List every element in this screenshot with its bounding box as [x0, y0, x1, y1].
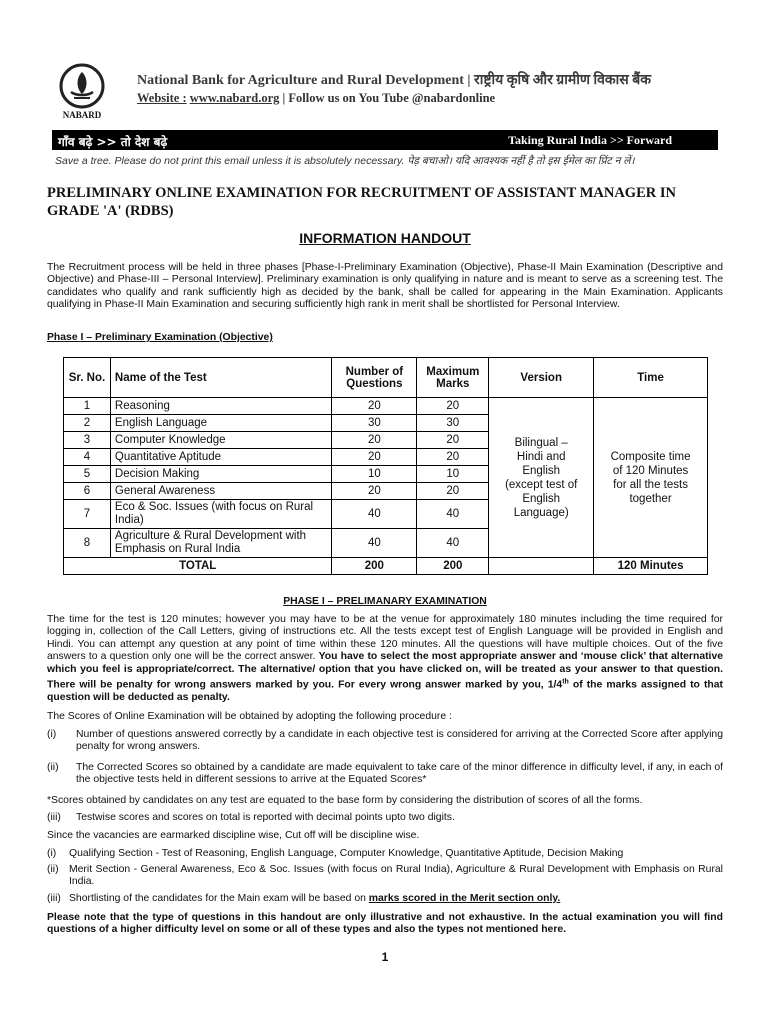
cell-test-name: Computer Knowledge [110, 432, 331, 449]
equating-note: *Scores obtained by candidates on any test are equated to the base form by considering the distribution of scores of all the forms. [47, 795, 643, 806]
cell-questions: 20 [332, 449, 417, 466]
phase1-heading: PHASE I – PRELIMANARY EXAMINATION [283, 596, 487, 607]
website-line [137, 91, 495, 106]
list-number: (ii) [47, 762, 59, 773]
cell-sr: 8 [64, 529, 111, 558]
list-number: (iii) [47, 893, 61, 904]
org-name: National Bank for Agriculture and Rural Development | राष्ट्रीय कृषि और ग्रामीण विकास बैंक [137, 73, 651, 88]
cell-sr: 2 [64, 415, 111, 432]
total-time: 120 Minutes [594, 558, 708, 575]
vacancies-note: Since the vacancies are earmarked discipline wise, Cut off will be discipline wise. [47, 830, 420, 841]
banner-slogan-english: Taking Rural India >> Forward [508, 133, 672, 147]
col-header-sr: Sr. No. [64, 358, 111, 398]
list-text: The Corrected Scores so obtained by a candidate are made equivalent to take care of the minor difference in difficulty level, if any, in each of the objective tests held in different sessions to arrive at the Equated Scores* [76, 762, 723, 786]
cell-marks: 20 [417, 398, 489, 415]
table-header-row [64, 358, 708, 398]
cell-sr: 6 [64, 483, 111, 500]
total-version-empty [489, 558, 594, 575]
total-label: TOTAL [64, 558, 332, 575]
time-line: Composite time [610, 450, 691, 463]
list-text: Qualifying Section - Test of Reasoning, English Language, Computer Knowledge, Quantitative Aptitude, Decision Making [69, 848, 624, 859]
follow-text: | Follow us on You Tube @nabardonline [282, 91, 496, 105]
cell-sr: 1 [64, 398, 111, 415]
list-number: (ii) [47, 864, 59, 875]
cell-questions: 30 [332, 415, 417, 432]
scores-intro: The Scores of Online Examination will be obtained by adopting the following procedure : [47, 711, 452, 722]
version-line: Bilingual – [514, 436, 568, 449]
handout-heading: INFORMATION HANDOUT [299, 230, 471, 246]
col-header-time: Time [594, 358, 708, 398]
cell-marks: 10 [417, 466, 489, 483]
intro-paragraph: The Recruitment process will be held in three phases [Phase-I-Preliminary Examination (Objective), Phase-II Main Examination (Descriptive and Objective) and Phase-III – Personal Interview]. Preliminary examination is only qualifying in nature and is meant to serve as a screening test. The candidates who qualify and rank sufficiently high as decided by the bank, shall be called for appearing in the Main Examination. Applicants qualifying in Phase-II Main Examination and securing sufficiently high rank in merit shall be shortlisted for Personal Interview. [47, 262, 723, 311]
banner [52, 130, 718, 150]
cell-time [594, 398, 708, 558]
time-text-bold: You have to select the most appropriate answer and ‘mouse click’ that alternative which you feel is appropriate/correct. The alternative/ option that you have clicked on, will be treated as your answer to that question. There will be penalty for wrong answers marked by you. For every wrong answer marked by you, 1/4 [47, 651, 724, 691]
total-questions: 200 [332, 558, 417, 575]
time-line: together [629, 492, 672, 505]
cell-marks: 30 [417, 415, 489, 432]
cell-test-name: General Awareness [110, 483, 331, 500]
version-line: Language) [513, 506, 569, 519]
cell-marks: 40 [417, 529, 489, 558]
save-tree-note: Save a tree. Please do not print this email unless it is absolutely necessary. पेड़ बचाओ। यदि आवश्यक नहीं है तो इस ईमेल का प्रिंट न लें। [55, 155, 635, 167]
banner-slogan-hindi: गाँव बढ़े >> तो देश बढ़े [58, 135, 168, 149]
col-header-version: Version [489, 358, 594, 398]
col-header-test-name: Name of the Test [110, 358, 331, 398]
col-header-marks: Maximum Marks [417, 358, 489, 398]
shortlisting-text: Shortlisting of the candidates for the Main exam will be based on [69, 893, 369, 904]
list-number: (i) [47, 729, 57, 740]
cell-test-name: Quantitative Aptitude [110, 449, 331, 466]
table-total-row [64, 558, 708, 575]
cell-sr: 3 [64, 432, 111, 449]
list-text: Testwise scores and scores on total is reported with decimal points upto two digits. [76, 812, 455, 823]
cell-marks: 20 [417, 449, 489, 466]
list-text: Merit Section - General Awareness, Eco & Soc. Issues (with focus on Rural India), Agriculture & Rural Development with Emphasis on Rural India. [69, 864, 723, 888]
time-text-bold-2: of the marks assigned to that question will be deducted as penalty. [47, 679, 723, 703]
cell-questions: 20 [332, 483, 417, 500]
nabard-logo-icon [58, 62, 106, 110]
list-number: (iii) [47, 812, 61, 823]
col-header-questions: Number of Questions [332, 358, 417, 398]
document-title: PRELIMINARY ONLINE EXAMINATION FOR RECRUITMENT OF ASSISTANT MANAGER IN GRADE 'A' (RDBS) [47, 185, 676, 219]
cell-marks: 20 [417, 483, 489, 500]
version-line: English [522, 464, 561, 477]
cell-test-name: Agriculture & Rural Development with Emphasis on Rural India [110, 529, 331, 558]
logo-text: NABARD [62, 110, 102, 120]
list-text [69, 893, 723, 905]
cell-sr: 4 [64, 449, 111, 466]
cell-sr: 5 [64, 466, 111, 483]
shortlisting-bold: marks scored in the Merit section only. [368, 893, 561, 904]
final-note: Please note that the type of questions in this handout are only illustrative and not exhaustive. In the actual examination you will find questions of a higher difficulty level on some or all of these types and also the types not mentioned here. [47, 912, 723, 936]
time-text: The time for the test is 120 minutes; however you may have to be at the venue for approximately 180 minutes including the time required for logging in, collection of the Call Letters, giving of instructions etc. All the tests except test of English Language will be provided in English and Hindi. You can attempt any question at any point of time within these 120 minutes. All the questions will have multiple choices. Out of the five answers to a question only one will be the correct answer. [47, 614, 723, 663]
cell-marks: 20 [417, 432, 489, 449]
superscript-th: th [562, 678, 569, 686]
cell-questions: 40 [332, 529, 417, 558]
version-line: (except test of [505, 478, 578, 491]
list-number: (i) [47, 848, 57, 859]
cell-marks: 40 [417, 500, 489, 529]
version-line: English [522, 492, 561, 505]
time-line: for all the tests [613, 478, 688, 491]
time-paragraph [47, 614, 723, 704]
time-line: of 120 Minutes [612, 464, 689, 477]
phase-heading: Phase I – Preliminary Examination (Objective) [47, 332, 273, 343]
version-line: Hindi and [516, 450, 566, 463]
cell-questions: 40 [332, 500, 417, 529]
website-label: Website : [137, 91, 187, 105]
cell-questions: 20 [332, 432, 417, 449]
cell-test-name: English Language [110, 415, 331, 432]
cell-sr: 7 [64, 500, 111, 529]
cell-test-name: Decision Making [110, 466, 331, 483]
page-number: 1 [381, 950, 389, 964]
cell-version [489, 398, 594, 558]
list-text: Number of questions answered correctly by a candidate in each objective test is considered for arriving at the Corrected Score after applying penalty for wrong answers. [76, 729, 723, 753]
cell-test-name: Eco & Soc. Issues (with focus on Rural India) [110, 500, 331, 529]
cell-questions: 20 [332, 398, 417, 415]
cell-test-name: Reasoning [110, 398, 331, 415]
total-marks: 200 [417, 558, 489, 575]
cell-questions: 10 [332, 466, 417, 483]
exam-table [63, 357, 708, 575]
website-link[interactable]: www.nabard.org [189, 91, 280, 105]
table-row [64, 398, 708, 415]
